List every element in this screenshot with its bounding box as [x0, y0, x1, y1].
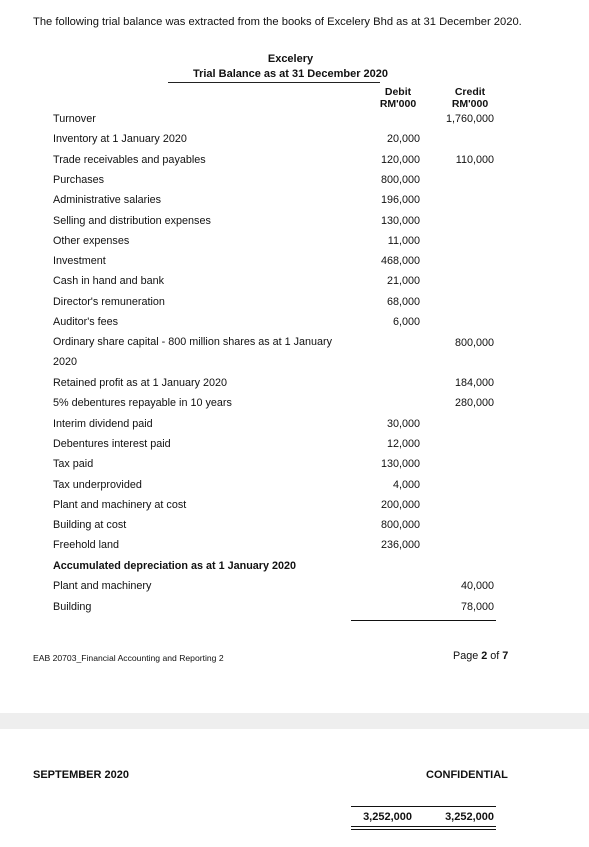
row-label: Turnover — [53, 113, 96, 125]
row-debit: 120,000 — [380, 154, 420, 166]
total-debit: 3,252,000 — [363, 811, 412, 823]
row-debit: 200,000 — [380, 499, 420, 511]
row-debit: 6,000 — [392, 316, 420, 328]
header-confidential: CONFIDENTIAL — [426, 769, 508, 781]
trial-balance-row — [53, 458, 513, 478]
trial-balance-row — [53, 397, 513, 417]
page-total: 7 — [502, 650, 509, 662]
row-label: Tax paid — [53, 458, 94, 470]
trial-balance-row — [53, 174, 513, 194]
page-current: 2 — [481, 650, 488, 662]
trial-balance-row — [53, 113, 513, 133]
row-credit: 1,760,000 — [445, 113, 494, 125]
row-debit: 30,000 — [386, 418, 420, 430]
row-label: Building at cost — [53, 519, 127, 531]
trial-balance-row — [53, 255, 513, 275]
row-label: Trade receivables and payables — [53, 154, 206, 166]
row-debit: 4,000 — [392, 479, 420, 491]
trial-balance-row — [53, 499, 513, 519]
trial-balance-row — [53, 215, 513, 235]
row-label: Director's remuneration — [53, 296, 165, 308]
debit-header-text: Debit RM'000 — [379, 86, 417, 110]
row-debit: 236,000 — [380, 539, 420, 551]
total-double-underline-1 — [351, 826, 496, 827]
debit-column-header — [372, 86, 424, 110]
header-date: SEPTEMBER 2020 — [33, 769, 129, 781]
row-label: Administrative salaries — [53, 194, 162, 206]
row-debit: 20,000 — [386, 133, 420, 145]
row-debit: 800,000 — [380, 519, 420, 531]
trial-balance-row — [53, 194, 513, 214]
credit-header-text: Credit RM'000 — [451, 86, 489, 110]
row-label: Plant and machinery — [53, 580, 152, 592]
row-credit: 800,000 — [454, 337, 494, 349]
footer-course: EAB 20703_Financial Accounting and Reporting 2 — [33, 653, 224, 663]
row-label: Tax underprovided — [53, 479, 142, 491]
row-label: Plant and machinery at cost — [53, 499, 187, 511]
row-label: Ordinary share capital - 800 million shares as at 1 January 2020 — [53, 336, 333, 368]
trial-balance-row — [53, 377, 513, 397]
row-label: Selling and distribution expenses — [53, 215, 211, 227]
row-label: Retained profit as at 1 January 2020 — [53, 377, 228, 389]
page-of: of — [487, 650, 503, 662]
row-label: Accumulated depreciation as at 1 January 2020 — [53, 560, 297, 572]
intro-paragraph: The following trial balance was extracted from the books of Excelery Bhd as at 31 December 2020. — [33, 16, 522, 28]
trial-balance-row — [53, 438, 513, 458]
trial-balance-row — [53, 154, 513, 174]
row-label: Debentures interest paid — [53, 438, 171, 450]
row-label: Freehold land — [53, 539, 120, 551]
trial-balance-row — [53, 539, 513, 559]
row-credit: 40,000 — [460, 580, 494, 592]
row-debit: 12,000 — [386, 438, 420, 450]
title-underline — [168, 82, 380, 83]
subtotal-line — [351, 620, 496, 621]
trial-balance-row — [53, 275, 513, 295]
trial-balance-row — [53, 580, 513, 600]
row-label: Other expenses — [53, 235, 130, 247]
row-label: 5% debentures repayable in 10 years — [53, 397, 232, 409]
page-prefix: Page — [453, 650, 482, 662]
trial-balance-row — [53, 560, 513, 580]
trial-balance-row — [53, 418, 513, 438]
trial-balance-row — [53, 235, 513, 255]
trial-balance-row — [53, 601, 513, 621]
company-title: Excelery — [267, 53, 314, 65]
row-label: Cash in hand and bank — [53, 275, 165, 287]
row-credit: 280,000 — [454, 397, 494, 409]
row-label: Purchases — [53, 174, 105, 186]
page-break-gap — [0, 713, 589, 729]
row-credit: 110,000 — [455, 154, 494, 166]
row-credit: 78,000 — [460, 601, 494, 613]
total-double-underline-2 — [351, 829, 496, 830]
row-debit: 196,000 — [380, 194, 420, 206]
credit-column-header — [444, 86, 496, 110]
row-label: Investment — [53, 255, 106, 267]
row-label: Building — [53, 601, 92, 613]
row-label: Inventory at 1 January 2020 — [53, 133, 187, 145]
total-credit: 3,252,000 — [445, 811, 494, 823]
row-debit: 21,000 — [386, 275, 420, 287]
row-label: Interim dividend paid — [53, 418, 153, 430]
statement-title: Trial Balance as at 31 December 2020 — [192, 68, 389, 80]
trial-balance-row — [53, 519, 513, 539]
total-top-line — [351, 806, 496, 807]
row-debit: 68,000 — [386, 296, 420, 308]
row-debit: 130,000 — [380, 215, 420, 227]
footer-page-number — [453, 650, 508, 662]
row-debit: 11,000 — [387, 235, 420, 247]
row-debit: 130,000 — [380, 458, 420, 470]
row-debit: 468,000 — [380, 255, 420, 267]
trial-balance-row — [53, 479, 513, 499]
row-debit: 800,000 — [380, 174, 420, 186]
trial-balance-row — [53, 332, 513, 374]
trial-balance-row — [53, 133, 513, 153]
row-label: Auditor's fees — [53, 316, 119, 328]
trial-balance-row — [53, 296, 513, 316]
row-credit: 184,000 — [454, 377, 494, 389]
